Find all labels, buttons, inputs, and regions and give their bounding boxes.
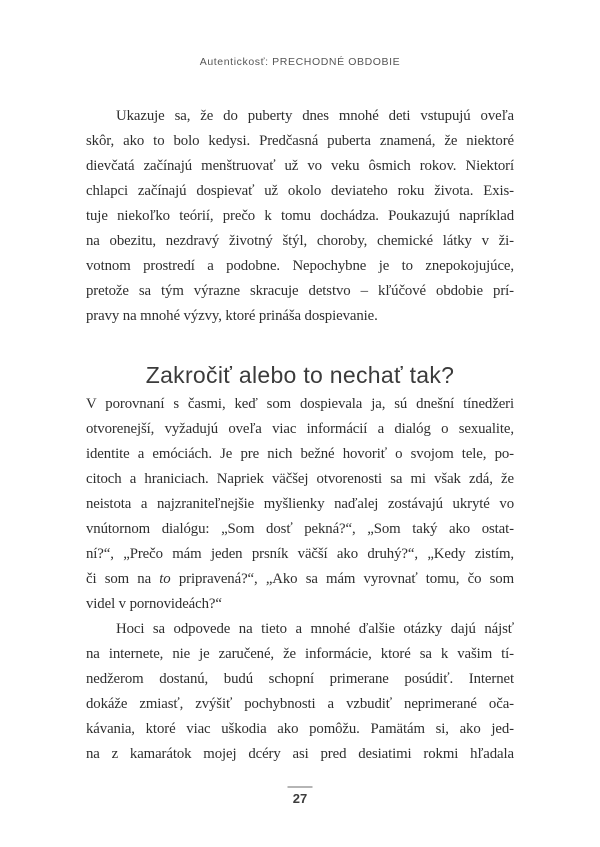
text-line: kávania, ktoré viac uškodia ako pomôžu. Pamätám si, ako jed- [86, 721, 514, 737]
text-line: identite a emóciách. Je pre nich bežné hovoriť o svojom tele, po- [86, 446, 514, 462]
text-line: Hoci sa odpovede na tieto a mnohé ďalšie otázky dajú nájsť [116, 621, 514, 637]
text-line: pravy na mnohé výzvy, ktoré prináša dospievanie. [86, 308, 378, 324]
text-line: dievčatá začínajú menštruovať už vo veku ôsmich rokov. Niektorí [86, 158, 514, 174]
text-line: tuje niekoľko teórií, prečo k tomu dochádza. Poukazujú napríklad [86, 208, 514, 224]
running-header: Autentickosť: PRECHODNÉ OBDOBIE [199, 56, 401, 68]
text-line: pretože sa tým výrazne skracuje detstvo – kľúčové obdobie prí- [86, 283, 514, 299]
text-line: otvorenejší, vyžadujú oveľa viac informácií a dialóg o sexualite, [86, 421, 514, 437]
footer-rule [288, 786, 313, 788]
text-line: na z kamarátok mojej dcéry asi pred desiatimi rokmi hľadala [86, 746, 514, 762]
text-line: ní?“, „Prečo mám jeden prsník väčší ako druhý?“, „Kedy zistím, [86, 546, 514, 562]
paragraph [86, 617, 514, 767]
paragraph [86, 392, 514, 617]
text-line: vnútornom dialógu: „Som dosť pekná?“, „Som taký ako ostat- [86, 521, 514, 537]
page-number: 27 [292, 791, 308, 806]
text-line: dokáže zmiasť, zvýšiť pochybnosti a vzbudiť neprimerané oča- [86, 696, 514, 712]
text-line: videl v pornovideách?“ [86, 596, 222, 612]
text-line: votnom prostredí a podobne. Nepochybne je to znepokojujúce, [86, 258, 514, 274]
text-line: na obezitu, nezdravý životný štýl, choroby, chemické látky v ži- [86, 233, 514, 249]
paragraph [86, 104, 514, 329]
text-line: nedžerom dostanú, budú schopní primerane posúdiť. Internet [86, 671, 514, 687]
text-line: chlapci začínajú dospievať už okolo deviateho roku života. Exis- [86, 183, 514, 199]
section-heading: Zakročiť alebo to nechať tak? [145, 362, 455, 389]
text-line: V porovnaní s časmi, keď som dospievala ja, sú dnešní tínedžeri [86, 396, 514, 412]
text-line: citoch a hraniciach. Napriek väčšej otvorenosti sa mi však zdá, že [86, 471, 514, 487]
text-line: neistota a najzraniteľnejšie myšlienky naďalej zostávajú ukryté vo [86, 496, 514, 512]
text-line: Ukazuje sa, že do puberty dnes mnohé deti vstupujú oveľa [116, 108, 514, 124]
text-line: skôr, ako to bolo kedysi. Predčasná puberta znamená, že niektoré [86, 133, 514, 149]
text-line: na internete, nie je zaručené, že informácie, ktoré sa k vašim tí- [86, 646, 514, 662]
text-line: či som na to pripravená?“, „Ako sa mám vyrovnať tomu, čo som [86, 571, 514, 587]
